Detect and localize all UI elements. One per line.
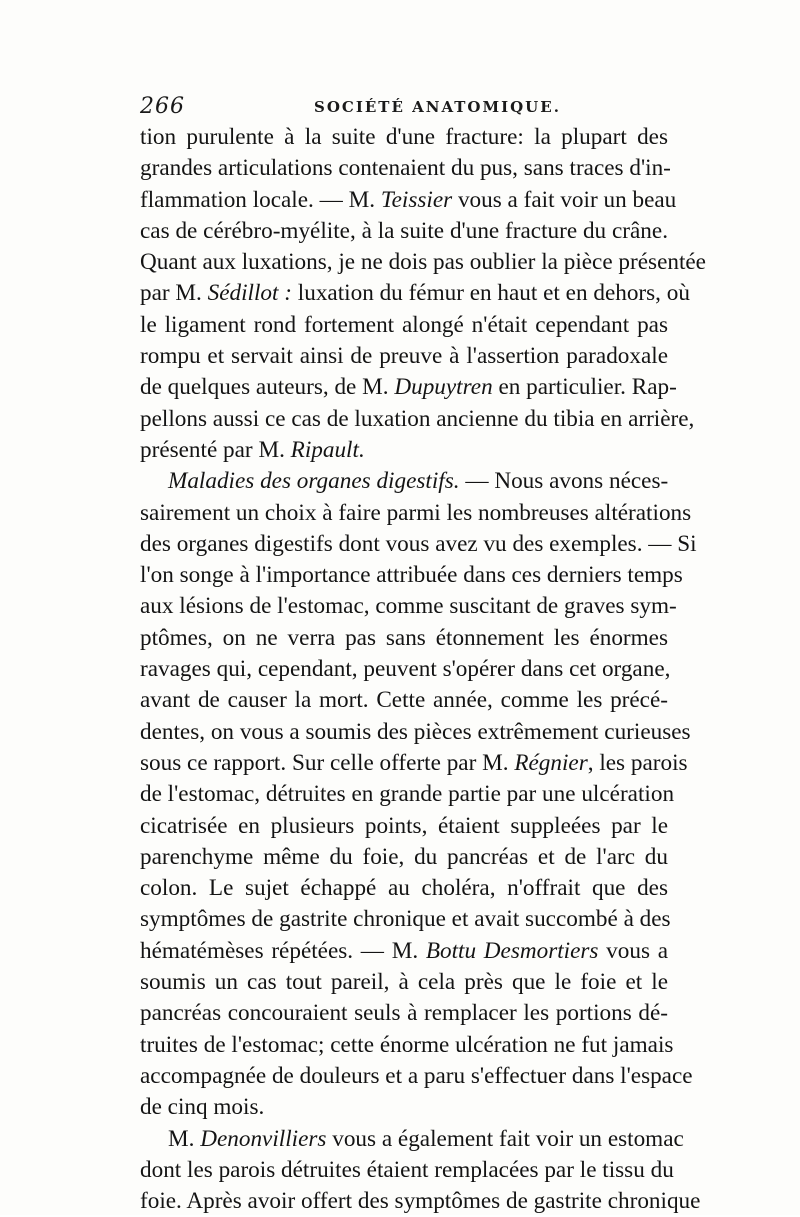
text-run: M.	[168, 1125, 201, 1152]
text-run: de cinq mois.	[140, 1094, 265, 1121]
text-run: l'on songe à l'importance attribuée dans ces derniers temps	[140, 562, 683, 589]
text-run: de l'estomac, détruites en grande partie par une ulcération	[140, 781, 675, 808]
text-line	[140, 247, 706, 278]
text-line	[140, 623, 668, 654]
text-run: foie. Après avoir offert des symptômes de gastrite chronique	[140, 1188, 701, 1215]
text-run: sous ce rapport. Sur celle offerte par M.	[140, 749, 515, 776]
text-run: hématémèses répétées. — M.	[140, 937, 426, 964]
text-run: grandes articulations contenaient du pus, sans traces d'in-	[140, 155, 671, 182]
italic-text: Bottu Desmortiers	[425, 937, 599, 964]
text-line	[140, 717, 691, 748]
text-run: ptômes, on ne verra pas sans étonnement les énormes	[140, 624, 668, 651]
text-line	[140, 216, 668, 247]
text-run: avant de causer la mort. Cette année, comme les précé-	[140, 687, 668, 714]
text-run: truites de l'estomac; cette énorme ulcération ne fut jamais	[140, 1031, 674, 1058]
italic-text: Ripault.	[290, 436, 365, 463]
text-run: , les parois	[587, 749, 688, 776]
text-line	[140, 1030, 674, 1061]
text-run: cas de cérébro-myélite, à la suite d'une fracture du crâne.	[140, 217, 668, 244]
page-number: 266	[140, 94, 185, 119]
text-line	[140, 1092, 668, 1123]
text-line	[140, 779, 675, 810]
text-run: le ligament rond fortement alongé n'était cependant pas	[140, 311, 668, 338]
text-line	[140, 998, 668, 1029]
text-line	[140, 404, 695, 435]
text-line	[140, 153, 671, 184]
text-run: soumis un cas tout pareil, à cela près que le foie et le	[140, 969, 668, 996]
body-text	[140, 122, 706, 1217]
text-run: en particulier. Rap-	[492, 374, 677, 401]
text-run: aux lésions de l'estomac, comme suscitant de graves sym-	[140, 593, 677, 620]
text-line	[140, 591, 677, 622]
italic-text: Régnier	[514, 749, 588, 776]
text-line	[140, 122, 668, 153]
text-line	[140, 1124, 684, 1155]
italic-text: Dupuytren	[394, 374, 493, 401]
text-run: dont les parois détruites étaient remplacées par le tissu du	[140, 1156, 674, 1183]
text-run: dentes, on vous a soumis des pièces extrêmement curieuses	[140, 718, 691, 745]
text-line	[140, 529, 697, 560]
italic-text: Teissier	[380, 186, 453, 213]
text-line	[140, 904, 671, 935]
text-line	[140, 466, 668, 497]
text-run: — Nous avons néces-	[459, 468, 669, 495]
text-run: cicatrisée en plusieurs points, étaient suppleées par le	[140, 812, 668, 839]
text-line	[140, 498, 692, 529]
text-line	[140, 811, 668, 842]
running-head: SOCIÉTÉ ANATOMIQUE.	[314, 98, 561, 116]
text-run: de quelques auteurs, de M.	[140, 374, 395, 401]
text-run: accompagnée de douleurs et a paru s'effectuer dans l'espace	[140, 1062, 693, 1089]
text-run: Quant aux luxations, je ne dois pas oublier la pièce présentée	[140, 249, 706, 276]
text-line	[140, 654, 671, 685]
text-run: luxation du fémur en haut et en dehors, où	[292, 280, 690, 307]
italic-text: Denonvilliers	[200, 1125, 327, 1152]
text-run: vous a fait voir un beau	[452, 186, 677, 213]
text-run: pellons aussi ce cas de luxation ancienne du tibia en arrière,	[140, 405, 695, 432]
text-run: rompu et servait ainsi de preuve à l'assertion paradoxale	[140, 343, 668, 370]
text-line	[140, 936, 668, 967]
text-run: parenchyme même du foie, du pancréas et de l'arc du	[140, 843, 668, 870]
text-run: par M.	[140, 280, 208, 307]
text-line	[140, 1186, 701, 1217]
text-line	[140, 748, 688, 779]
page-header	[140, 94, 660, 124]
text-run: flammation locale. — M.	[140, 186, 381, 213]
text-line	[140, 685, 668, 716]
text-line	[140, 967, 668, 998]
text-line	[140, 185, 677, 216]
text-line	[140, 435, 668, 466]
text-line	[140, 1155, 674, 1186]
text-run: symptômes de gastrite chronique et avait succombé à des	[140, 906, 671, 933]
text-run: présenté par M.	[140, 436, 291, 463]
text-run: des organes digestifs dont vous avez vu des exemples. — Si	[140, 530, 697, 557]
text-line	[140, 372, 677, 403]
text-run: colon. Le sujet échappé au choléra, n'offrait que des	[140, 875, 668, 902]
text-line	[140, 310, 668, 341]
text-run: sairement un choix à faire parmi les nombreuses altérations	[140, 499, 692, 526]
text-run: vous a également fait voir un estomac	[326, 1125, 684, 1152]
text-run: vous a	[598, 937, 668, 964]
text-run: pancréas concouraient seuls à remplacer les portions dé-	[140, 1000, 668, 1027]
text-run: tion purulente à la suite d'une fracture: la plupart des	[140, 124, 668, 150]
text-line	[140, 842, 668, 873]
italic-text: Maladies des organes digestifs.	[168, 468, 460, 495]
text-run: ravages qui, cependant, peuvent s'opérer dans cet organe,	[140, 656, 671, 683]
text-line	[140, 278, 690, 309]
text-line	[140, 560, 683, 591]
text-line	[140, 873, 668, 904]
text-line	[140, 341, 668, 372]
italic-text: Sédillot :	[207, 280, 292, 307]
text-line	[140, 1061, 693, 1092]
